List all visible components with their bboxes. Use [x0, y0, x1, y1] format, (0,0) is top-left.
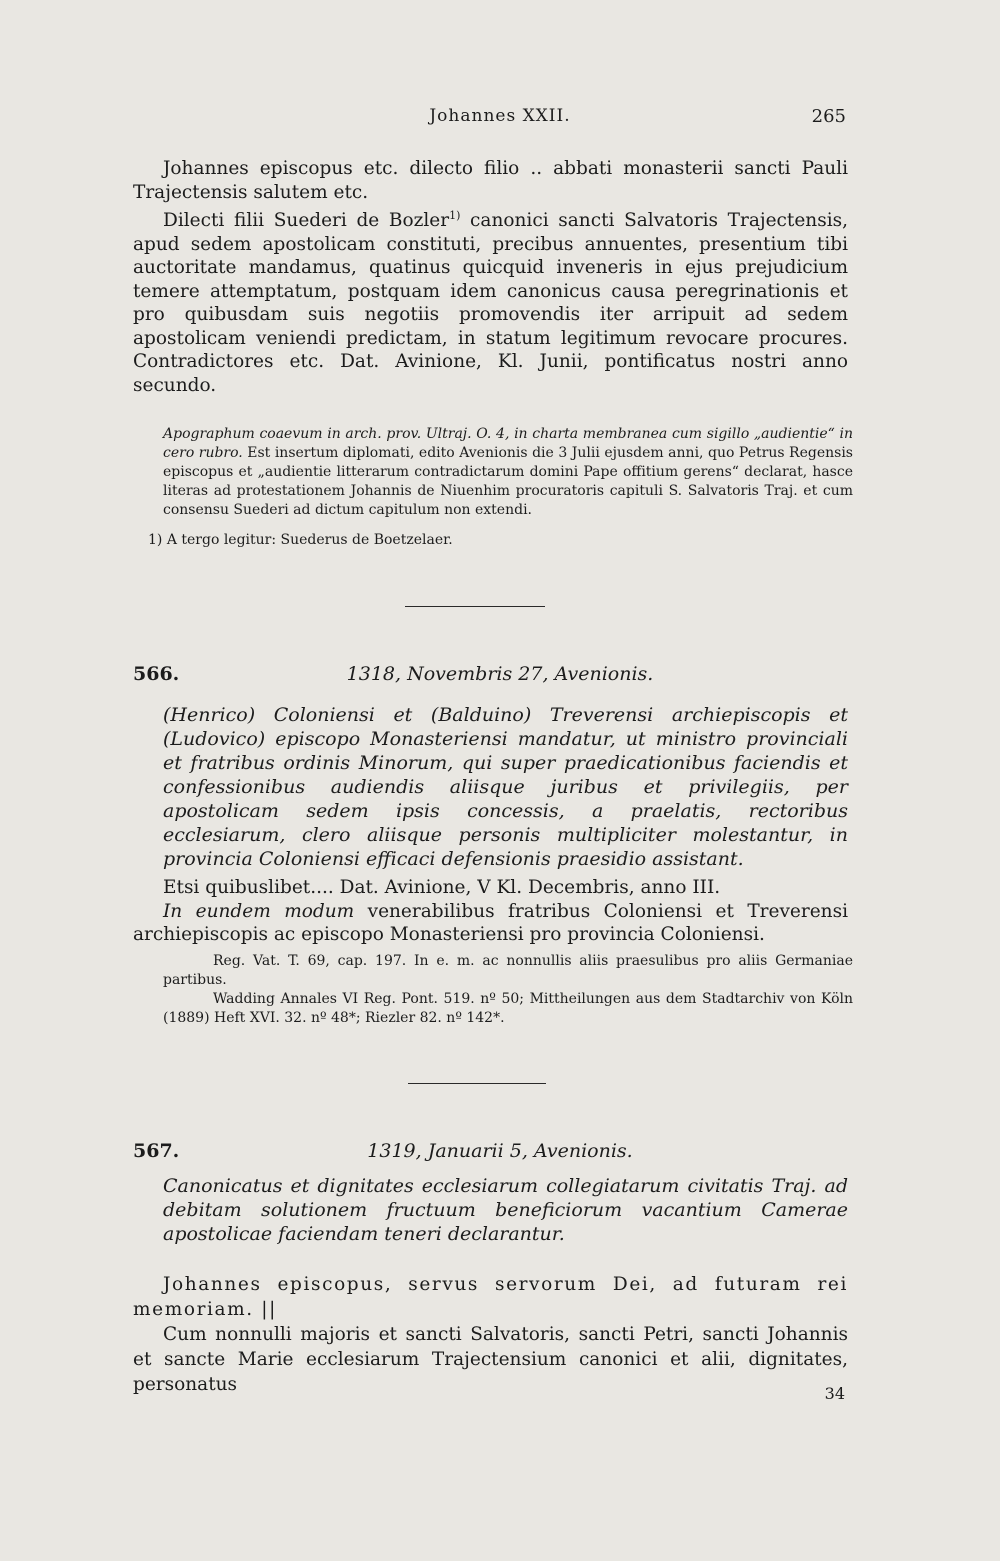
notes-566	[163, 952, 853, 1028]
entry-date-566: 1318, Novembris 27, Avenionis.	[346, 663, 654, 685]
note-566-register: Reg. Vat. T. 69, cap. 197. In e. m. ac nonnullis aliis praesulibus pro aliis Germaniae partibus.	[163, 953, 853, 988]
footnote-marker: 1)	[449, 209, 461, 222]
entry-566-text	[133, 876, 848, 947]
regest-566: (Henrico) Coloniensi et (Balduino) Treverensi archiepiscopis et (Ludovico) episcopo Monasteriensi mandatur, ut ministro provinciali et fratribus ordinis Minorum, qui super praedicationibus faciendis et confessionibus audiendis aliisque juribus et privilegiis, per apostolicam sedem ipsis concessis, a praelatis, rectoribus ecclesiarum, clero aliisque personis multipliciter molestantur, in provincia Coloniensi efficaci defensionis praesidio assistant.	[163, 704, 848, 870]
letter-salutation: Johannes episcopus etc. dilecto filio .. abbati monasterii sancti Pauli Trajectensis salutem etc.	[133, 158, 848, 203]
entry-date-567: 1319, Januarii 5, Avenionis.	[367, 1140, 633, 1162]
source-citation: Apographum coaevum in arch. prov. Ultraj. O. 4, in charta membranea cum sigillo „audientie“ in cero rubro.	[163, 426, 853, 461]
source-description: Est insertum diplomati, edito Avenionis die 3 Julii ejusdem anni, quo Petrus Regensis episcopus et „audientie litterarum contradictarum domini Pape offitium gerens“ declarat, hasce literas ad protestationem Johannis de Niuenhim procuratoris capituli S. Salvatoris Traj. et cum consensu Suederi ad dictum capitulum non extendi.	[163, 445, 853, 518]
section-divider	[408, 1083, 546, 1084]
section-divider	[405, 606, 545, 607]
footnote: 1) A tergo legitur: Suederus de Boetzelaer.	[148, 532, 453, 548]
running-title: Johannes XXII.	[429, 106, 571, 126]
entry-567-text	[133, 1272, 848, 1397]
eundem-modum-566: In eundem modum venerabilibus fratribus Coloniensi et Treverensi archiepiscopis ac episcopo Monasteriensi pro provincia Coloniensi.	[133, 900, 848, 945]
body-567: Cum nonnulli majoris et sancti Salvatoris, sancti Petri, sancti Johannis et sancte Marie ecclesiarum Trajectensium canonici et alii, dignitates, personatus	[133, 1324, 848, 1395]
note-566-literature: Wadding Annales VI Reg. Pont. 519. nº 50; Mittheilungen aus dem Stadtarchiv von Köln (1889) Heft XVI. 32. nº 48*; Riezler 82. nº 142*.	[163, 991, 853, 1026]
signature-mark: 34	[824, 1384, 845, 1403]
entry-number-566: 566.	[133, 663, 180, 685]
regest-567: Canonicatus et dignitates ecclesiarum collegiatarum civitatis Traj. ad debitam solutionem fructuum beneficiorum vacantium Camerae apostolicae faciendam teneri declarantur.	[163, 1175, 848, 1245]
letter-body: Dilecti filii Suederi de Bozler$^{1)}$ canonici sancti Salvatoris Trajectensis, apud sedem apostolicam constituti, precibus annuentes, presentium tibi auctoritate mandamus, quatinus quicquid inveneris in ejus prejudicium temere attemptatum, postquam idem canonicus causa peregrinationis et pro quibusdam suis negotiis promovendis iter arripuit ad sedem apostolicam veniendi predictam, in statum legitimum revocare procures. Contradictores etc. Dat. Avinione, Kl. Junii, pontificatus nostri anno secundo.	[133, 209, 848, 396]
entry-number-567: 567.	[133, 1140, 180, 1162]
letter-text	[133, 157, 848, 397]
page-number: 265	[811, 106, 846, 127]
source-note	[163, 425, 853, 520]
incipit-566: Etsi quibuslibet.... Dat. Avinione, V Kl. Decembris, anno III.	[163, 877, 721, 898]
opening-567: Johannes episcopus, servus servorum Dei, ad futuram rei memoriam. ||	[133, 1274, 848, 1320]
